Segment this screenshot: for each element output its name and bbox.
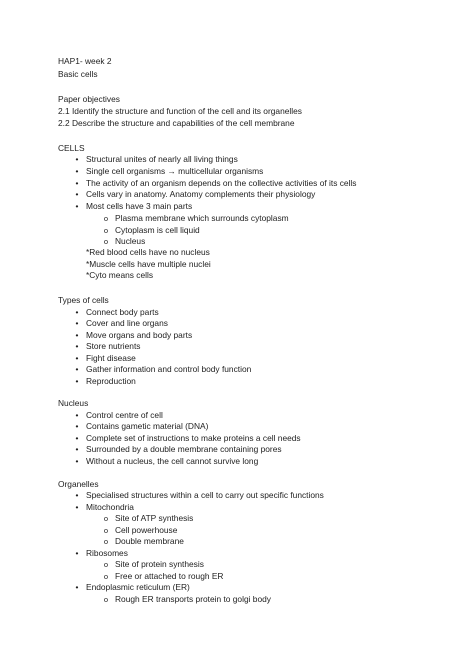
- list-item: Without a nucleus, the cell cannot survive long: [86, 456, 259, 466]
- sub-list-item: Free or attached to rough ER: [115, 571, 224, 581]
- list-item: Store nutrients: [86, 341, 141, 351]
- bullet: •: [75, 502, 79, 512]
- bullet: •: [75, 364, 79, 374]
- bullet: •: [75, 490, 79, 500]
- sub-list-item: Plasma membrane which surrounds cytoplasm: [115, 213, 289, 223]
- section-heading-organelles: Organelles: [58, 479, 99, 489]
- section-heading-types: Types of cells: [58, 295, 109, 305]
- sub-list-item: Rough ER transports protein to golgi body: [115, 594, 271, 604]
- list-item: Control centre of cell: [86, 410, 163, 420]
- list-item: Ribosomes: [86, 548, 128, 558]
- bullet: •: [75, 166, 79, 176]
- bullet: •: [75, 548, 79, 558]
- bullet: •: [75, 318, 79, 328]
- bullet: •: [75, 353, 79, 363]
- section-heading-cells: CELLS: [58, 143, 85, 153]
- bullet: •: [75, 421, 79, 431]
- list-item: Move organs and body parts: [86, 330, 193, 340]
- list-item: Reproduction: [86, 376, 136, 386]
- bullet: •: [75, 307, 79, 317]
- bullet: •: [75, 433, 79, 443]
- bullet: •: [75, 456, 79, 466]
- sub-list-item: Nucleus: [115, 236, 146, 246]
- document-subtitle: Basic cells: [58, 69, 98, 79]
- list-item: Connect body parts: [86, 307, 159, 317]
- section-heading-nucleus: Nucleus: [58, 398, 89, 408]
- objective-item: 2.1 Identify the structure and function of the cell and its organelles: [58, 106, 302, 116]
- note: *Red blood cells have no nucleus: [86, 247, 210, 257]
- sub-bullet: o: [103, 572, 109, 581]
- bullet: •: [75, 154, 79, 164]
- sub-bullet: o: [103, 237, 109, 246]
- list-item: Fight disease: [86, 353, 136, 363]
- note: *Muscle cells have multiple nuclei: [86, 259, 211, 269]
- note: *Cyto means cells: [86, 270, 154, 280]
- bullet: •: [75, 330, 79, 340]
- list-item: Single cell organisms → multicellular organisms: [86, 166, 264, 176]
- list-item: Gather information and control body function: [86, 364, 252, 374]
- bullet: •: [75, 201, 79, 211]
- list-item: Mitochondria: [86, 502, 134, 512]
- section-heading-objectives: Paper objectives: [58, 94, 120, 104]
- bullet: •: [75, 582, 79, 592]
- bullet: •: [75, 178, 79, 188]
- sub-list-item: Cell powerhouse: [115, 525, 178, 535]
- list-item: Specialised structures within a cell to carry out specific functions: [86, 490, 324, 500]
- list-item: Endoplasmic reticulum (ER): [86, 582, 190, 592]
- sub-bullet: o: [103, 514, 109, 523]
- list-item: Cover and line organs: [86, 318, 168, 328]
- sub-bullet: o: [103, 526, 109, 535]
- bullet: •: [75, 376, 79, 386]
- document-title: HAP1- week 2: [58, 56, 112, 66]
- bullet: •: [75, 410, 79, 420]
- list-item: Complete set of instructions to make proteins a cell needs: [86, 433, 301, 443]
- sub-list-item: Cytoplasm is cell liquid: [115, 225, 200, 235]
- objective-item: 2.2 Describe the structure and capabilities of the cell membrane: [58, 118, 295, 128]
- list-item: Contains gametic material (DNA): [86, 421, 209, 431]
- sub-bullet: o: [103, 214, 109, 223]
- bullet: •: [75, 341, 79, 351]
- list-item: Cells vary in anatomy. Anatomy complements their physiology: [86, 189, 316, 199]
- list-item: Structural unites of nearly all living things: [86, 154, 238, 164]
- list-item: Most cells have 3 main parts: [86, 201, 193, 211]
- sub-list-item: Site of ATP synthesis: [115, 513, 194, 523]
- sub-list-item: Site of protein synthesis: [115, 559, 204, 569]
- sub-bullet: o: [103, 560, 109, 569]
- sub-list-item: Double membrane: [115, 536, 184, 546]
- sub-bullet: o: [103, 537, 109, 546]
- sub-bullet: o: [103, 595, 109, 604]
- bullet: •: [75, 444, 79, 454]
- bullet: •: [75, 189, 79, 199]
- sub-bullet: o: [103, 226, 109, 235]
- list-item: The activity of an organism depends on the collective activities of its cells: [86, 178, 357, 188]
- list-item: Surrounded by a double membrane containing pores: [86, 444, 282, 454]
